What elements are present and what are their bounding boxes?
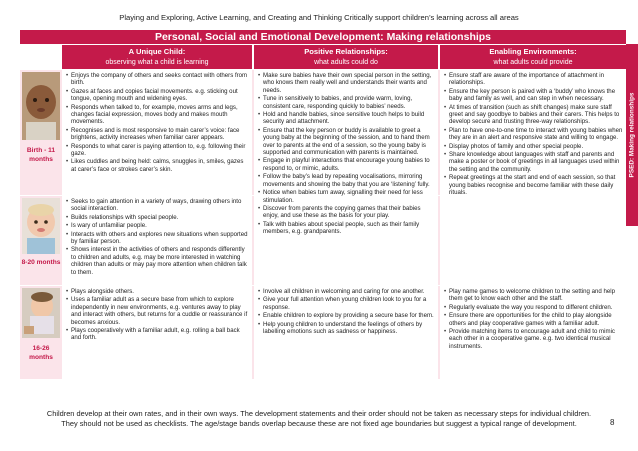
cell-unique-child-8-20 <box>62 196 252 285</box>
list-item: • Repeat greetings at the start and end of each session, so that young babies recognise and become familiar with these daily rituals. <box>444 174 623 196</box>
list-item: • Likes cuddles and being held: calms, snuggles in, smiles, gazes at carer’s face or strokes carer’s skin. <box>66 158 249 173</box>
list-item: • Display photos of family and other special people. <box>444 143 623 150</box>
column-title: A Unique Child: <box>128 47 186 56</box>
cell-environments-16-26 <box>440 286 626 379</box>
list-item: • Tune in sensitively to babies, and provide warm, loving, consistent care, responding quickly to babies’ needs. <box>258 95 435 110</box>
list-item: • Ensure the key person is paired with a ‘buddy’ who knows the baby and family as well, and can step in when necessary. <box>444 88 623 103</box>
list-item: • Plays cooperatively with a familiar adult, e.g. rolling a ball back and forth. <box>66 327 249 342</box>
column-subtitle: what adults could do <box>314 59 378 66</box>
list-item: • Hold and handle babies, since sensitive touch helps to build security and attachment. <box>258 111 435 126</box>
list-item: • Builds relationships with special people. <box>66 214 249 221</box>
column-subtitle: what adults could provide <box>493 59 573 66</box>
age-band-label: 16-26 months <box>29 345 53 361</box>
list-item: • Follow the baby’s lead by repeating vocalisations, mirroring movements and showing the baby that you are ‘listening’ fully. <box>258 173 435 188</box>
list-item: • Seeks to gain attention in a variety of ways, drawing others into social interaction. <box>66 198 249 213</box>
list-item: • Share knowledge about languages with staff and parents and make a poster or book of greetings in all languages used within the setting and the community. <box>444 151 623 173</box>
cell-environments-birth-20 <box>440 70 626 285</box>
list-item: • Enable children to explore by providing a secure base for them. <box>258 312 435 319</box>
column-title: Positive Relationships: <box>304 47 388 56</box>
list-item: • Provide matching items to encourage adult and child to mimic each other in a cooperative game. e.g. two identical musical instruments. <box>444 328 623 350</box>
list-item: • Responds to what carer is paying attention to, e.g. following their gaze. <box>66 143 249 158</box>
list-item: • Uses a familiar adult as a secure base from which to explore independently in new environments, e.g. ventures away to play and interact with others, but returns for a cuddle or reassurance if becomes anxious. <box>66 296 249 326</box>
footer-line: They should not be used as checklists. The age/stage bands overlap because these are not fixed age boundaries but suggest a typical range of development. <box>61 419 577 428</box>
list-item: • Responds when talked to, for example, moves arms and legs, changes facial expression, moves body and makes mouth movements. <box>66 104 249 126</box>
column-header-relationships <box>254 45 438 69</box>
list-item: • Plan to have one-to-one time to interact with young babies when they are in an alert and responsive state and willing to engage. <box>444 127 623 142</box>
list-item: • Ensure staff are aware of the importance of attachment in relationships. <box>444 72 623 87</box>
side-tab-label: PSED: Making relationships <box>628 92 636 178</box>
column-header-unique-child <box>62 45 252 69</box>
baby-photo-icon <box>22 72 60 140</box>
list-item: • Make sure babies have their own special person in the setting, who knows them really well and understands their wants and needs. <box>258 72 435 94</box>
list-item: • Help young children to understand the feelings of others by labelling emotions such as sadness or happiness. <box>258 321 435 336</box>
list-item: • Interacts with others and explores new situations when supported by familiar person. <box>66 231 249 246</box>
list-item: • Talk with babies about special people, such as their family members, e.g. grandparents. <box>258 221 435 236</box>
cell-relationships-16-26 <box>254 286 438 379</box>
cell-unique-child-16-26 <box>62 286 252 379</box>
side-tab <box>626 44 638 226</box>
list-item: • Give your full attention when young children look to you for a response. <box>258 296 435 311</box>
list-item: • Gazes at faces and copies facial movements. e.g. sticking out tongue, opening mouth and widening eyes. <box>66 88 249 103</box>
list-item: • At times of transition (such as shift changes) make sure staff greet and say goodbye to babies and their carers. This helps to develop secure and trusting three-way relationships. <box>444 104 623 126</box>
top-header-line: Playing and Exploring, Active Learning, and Creating and Thinking Critically support children’s learning across all areas <box>119 13 519 22</box>
list-item: • Shows interest in the activities of others and responds differently to children and adults, e.g. may be more interested in watching children than adults or may pay more attention when children talk to them. <box>66 246 249 276</box>
column-title: Enabling Environments: <box>489 47 577 56</box>
list-item: • Regularly evaluate the way you respond to different children. <box>444 304 623 311</box>
list-item: • Is wary of unfamiliar people. <box>66 222 249 229</box>
list-item: • Ensure that the key person or buddy is available to greet a young baby at the beginning of the session, and to hand them over to parents at the end of a session, so the young baby is supported and communication with parents is maintained. <box>258 127 435 157</box>
cell-relationships-birth-20 <box>254 70 438 285</box>
baby-photo-icon <box>22 198 60 254</box>
cell-unique-child-birth-11 <box>62 70 252 195</box>
list-item: • Plays alongside others. <box>66 288 249 295</box>
list-item: • Engage in playful interactions that encourage young babies to respond to, or mimic, adults. <box>258 157 435 172</box>
list-item: • Recognises and is most responsive to main carer’s voice: face brightens, activity increases when familiar carer appears. <box>66 127 249 142</box>
list-item: • Enjoys the company of others and seeks contact with others from birth. <box>66 72 249 87</box>
footer-line: Children develop at their own rates, and in their own ways. The development statements and their order should not be taken as necessary steps for individual children. <box>46 409 592 418</box>
age-band-label: Birth - 11 months <box>26 147 56 163</box>
column-header-environments <box>440 45 626 69</box>
column-subtitle: observing what a child is learning <box>105 59 209 66</box>
list-item: • Involve all children in welcoming and caring for one another. <box>258 288 435 295</box>
list-item: • Ensure there are opportunities for the child to play alongside others and play cooperative games with a familiar adult. <box>444 312 623 327</box>
list-item: • Play name games to welcome children to the setting and help them get to know each other and the staff. <box>444 288 623 303</box>
list-item: • Notice when babies turn away, signalling their need for less stimulation. <box>258 189 435 204</box>
list-item: • Discover from parents the copying games that their babies enjoy, and use these as the basis for your play. <box>258 205 435 220</box>
age-band-label: 8-20 months <box>21 259 61 266</box>
footer-note <box>0 409 638 429</box>
baby-photo-icon <box>22 288 60 338</box>
page-title: Personal, Social and Emotional Development: Making relationships <box>20 30 626 44</box>
page-number: 8 <box>610 418 615 427</box>
